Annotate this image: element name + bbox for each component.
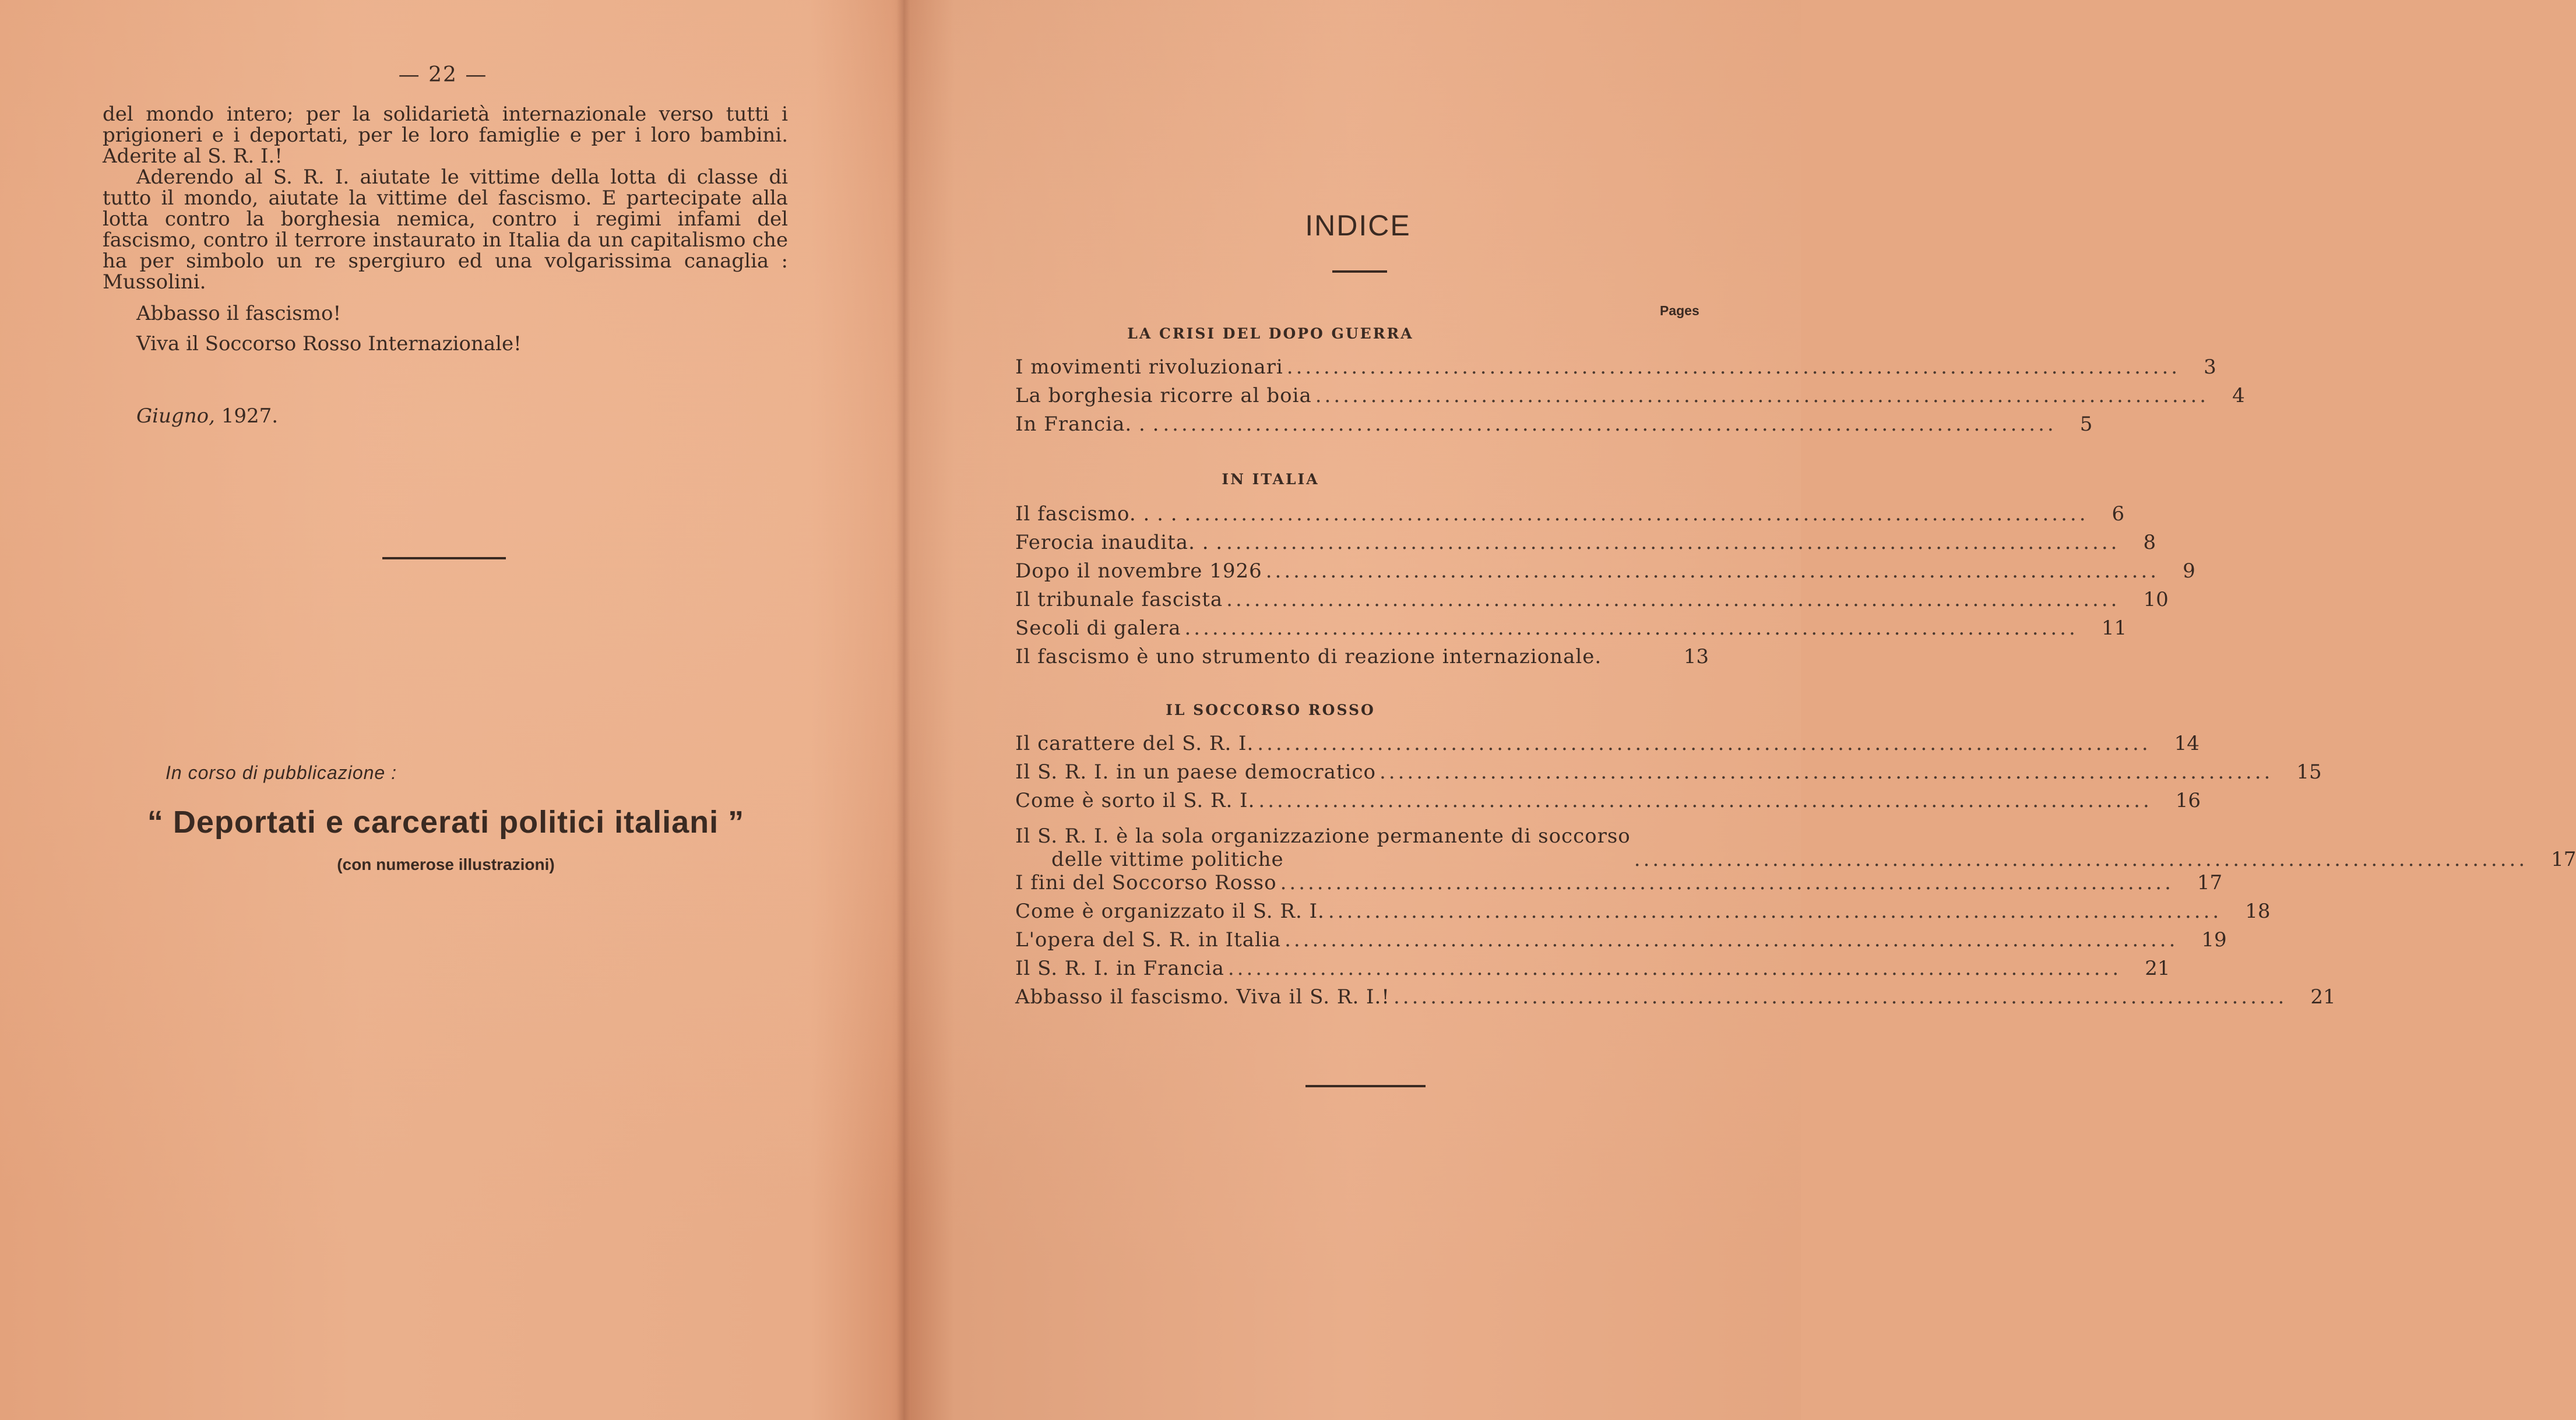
title-rule — [1332, 270, 1387, 273]
left-page — [0, 0, 900, 1420]
section-heading: IL SOCCORSO ROSSO — [1166, 702, 1375, 718]
toc-entry-label: Il fascismo è uno strumento di reazione internazionale. — [1015, 645, 1602, 668]
toc-entry — [1015, 502, 2125, 531]
toc-entry-page: 17 — [2197, 871, 2223, 894]
leader-dots: ................................................................................................. — [1226, 531, 2120, 554]
toc-entry-page: 21 — [2145, 957, 2170, 980]
toc-entry-page: 14 — [2174, 732, 2200, 755]
toc-entry-label: In Francia. . . — [1015, 413, 1160, 436]
index-title: INDICE — [1305, 209, 1411, 242]
toc-entry-label: Il S. R. I. in Francia — [1015, 957, 1224, 980]
leader-dots: ................................................................................................. — [1257, 732, 2151, 755]
toc-entry-label-wrap — [1015, 824, 1631, 871]
slogan-viva: Viva il Soccorso Rosso Internazionale! — [136, 332, 522, 355]
toc-entry-page: 11 — [2101, 616, 2127, 640]
leader-dots: ................................................................................................. — [1258, 789, 2152, 812]
toc-entry — [1015, 732, 2200, 760]
toc-entry-label: Il fascismo. . . . . — [1015, 502, 1192, 526]
toc-entry-page: 4 — [2232, 384, 2245, 407]
divider-rule — [382, 557, 506, 559]
toc-entry-label: Il S. R. I. in un paese democratico — [1015, 760, 1376, 784]
paragraph-2: Aderendo al S. R. I. aiutate le vittime della lotta di classe di tutto il mondo, aiutate la vittime del fascismo. E partecipate alla lotta contro la borghesia nemica, contro i regimi infami del fascismo, contro il terrore instaurato in Italia da un capitalismo che ha per simbolo un re spergiuro ed una volgarissima canaglia : Mussolini. — [103, 165, 788, 294]
toc-section-1 — [1015, 355, 2245, 441]
toc-entry — [1015, 588, 2169, 616]
leader-dots: ................................................................................................. — [1634, 848, 2528, 871]
toc-entry-label: Come è sorto il S. R. I. — [1015, 789, 1255, 812]
toc-entry — [1015, 645, 1709, 674]
leader-dots: ................................................................................................. — [1195, 502, 2089, 526]
toc-entry — [1015, 985, 2336, 1014]
end-rule — [1305, 1085, 1426, 1087]
toc-entry — [1015, 928, 2227, 957]
slogan-abbasso: Abbasso il fascismo! — [136, 302, 342, 325]
toc-entry-page: 18 — [2245, 900, 2271, 923]
leader-dots: ................................................................................................. — [1286, 355, 2181, 379]
toc-entry-page: 21 — [2310, 985, 2336, 1009]
pages-label: Pages — [1660, 303, 1699, 318]
toc-entry-page: 17 — [2551, 848, 2576, 871]
toc-entry — [1015, 789, 2201, 818]
toc-section-2 — [1015, 502, 2195, 674]
leader-dots: ................................................................................................. — [1226, 588, 2120, 611]
toc-entry-label: Dopo il novembre 1926 — [1015, 559, 1262, 583]
toc-entry — [1015, 818, 2576, 871]
toc-entry-page: 3 — [2204, 355, 2216, 379]
toc-entry-page: 13 — [1683, 645, 1709, 668]
toc-entry — [1015, 384, 2245, 413]
toc-entry-label: L'opera del S. R. in Italia — [1015, 928, 1282, 952]
toc-entry-page: 9 — [2183, 559, 2195, 583]
leader-dots: ................................................................................................. — [1227, 957, 2122, 980]
toc-entry — [1015, 531, 2156, 559]
toc-entry — [1015, 616, 2127, 645]
toc-entry-label: Ferocia inaudita. . . — [1015, 531, 1223, 554]
toc-entry-label: Abbasso il fascismo. Viva il S. R. I.! — [1015, 985, 1390, 1009]
toc-entry-page: 15 — [2296, 760, 2322, 784]
toc-entry-label: Secoli di galera — [1015, 616, 1181, 640]
toc-entry-label: I fini del Soccorso Rosso — [1015, 871, 1277, 894]
toc-entry-page: 6 — [2112, 502, 2125, 526]
paragraph-1: del mondo intero; per la solidarietà internazionale verso tutti i prigioneri e i deportati, per le loro famiglie e per i loro bambini. Aderite al S. R. I.! — [103, 103, 788, 168]
section-heading: LA CRISI DEL DOPO GUERRA — [1127, 325, 1414, 342]
toc-entry — [1015, 871, 2223, 900]
toc-entry-two-line — [1015, 824, 2531, 871]
toc-entry-label: La borghesia ricorre al boia — [1015, 384, 1312, 407]
toc-entry-label: Il carattere del S. R. I. — [1015, 732, 1254, 755]
toc-entry-page: 19 — [2201, 928, 2227, 952]
toc-entry — [1015, 900, 2271, 928]
leader-dots: ................................................................................................. — [1265, 559, 2160, 583]
leader-dots: ................................................................................................. — [1380, 760, 2274, 784]
toc-entry-label-continued: delle vittime politiche — [1051, 848, 1284, 871]
toc-entry-label: Il tribunale fascista — [1015, 588, 1223, 611]
toc-entry — [1015, 355, 2216, 384]
toc-entry — [1015, 559, 2195, 588]
leader-dots: ................................................................................................. — [1163, 413, 2057, 436]
toc-entry-page: 5 — [2079, 413, 2093, 436]
toc-entry — [1015, 760, 2322, 789]
date-month: Giugno, — [136, 404, 215, 428]
leader-dots: ................................................................................................. — [1280, 871, 2174, 894]
date-line — [136, 404, 278, 428]
leader-dots: ................................................................................................. — [1285, 928, 2179, 952]
toc-entry-page: 16 — [2175, 789, 2201, 812]
announcement: In corso di pubblicazione : — [166, 762, 397, 783]
body-text — [103, 104, 788, 293]
page-number: — 22 — — [398, 63, 488, 87]
toc-entry-label: Il S. R. I. è la sola organizzazione permanente di soccorso — [1015, 824, 1631, 848]
date-year: 1927. — [221, 404, 279, 428]
toc-entry-page: 8 — [2143, 531, 2156, 554]
leader-dots: ................................................................................................. — [1328, 900, 2222, 923]
toc-entry-label: Come è organizzato il S. R. I. — [1015, 900, 1325, 923]
leader-dots: ................................................................................................. — [1393, 985, 2288, 1009]
toc-entry-page: 10 — [2143, 588, 2169, 611]
toc-entry-label: I movimenti rivoluzionari — [1015, 355, 1283, 379]
leader-dots: ................................................................................................. — [1184, 616, 2078, 640]
section-heading: IN ITALIA — [1222, 471, 1319, 488]
book-title: “ Deportati e carcerati politici italiani ” — [147, 805, 745, 840]
toc-entry — [1015, 957, 2170, 985]
toc-entry — [1015, 413, 2093, 441]
book-subtitle: (con numerose illustrazioni) — [337, 855, 555, 873]
toc-section-3 — [1015, 732, 2576, 1014]
leader-dots: ................................................................................................. — [1315, 384, 2209, 407]
